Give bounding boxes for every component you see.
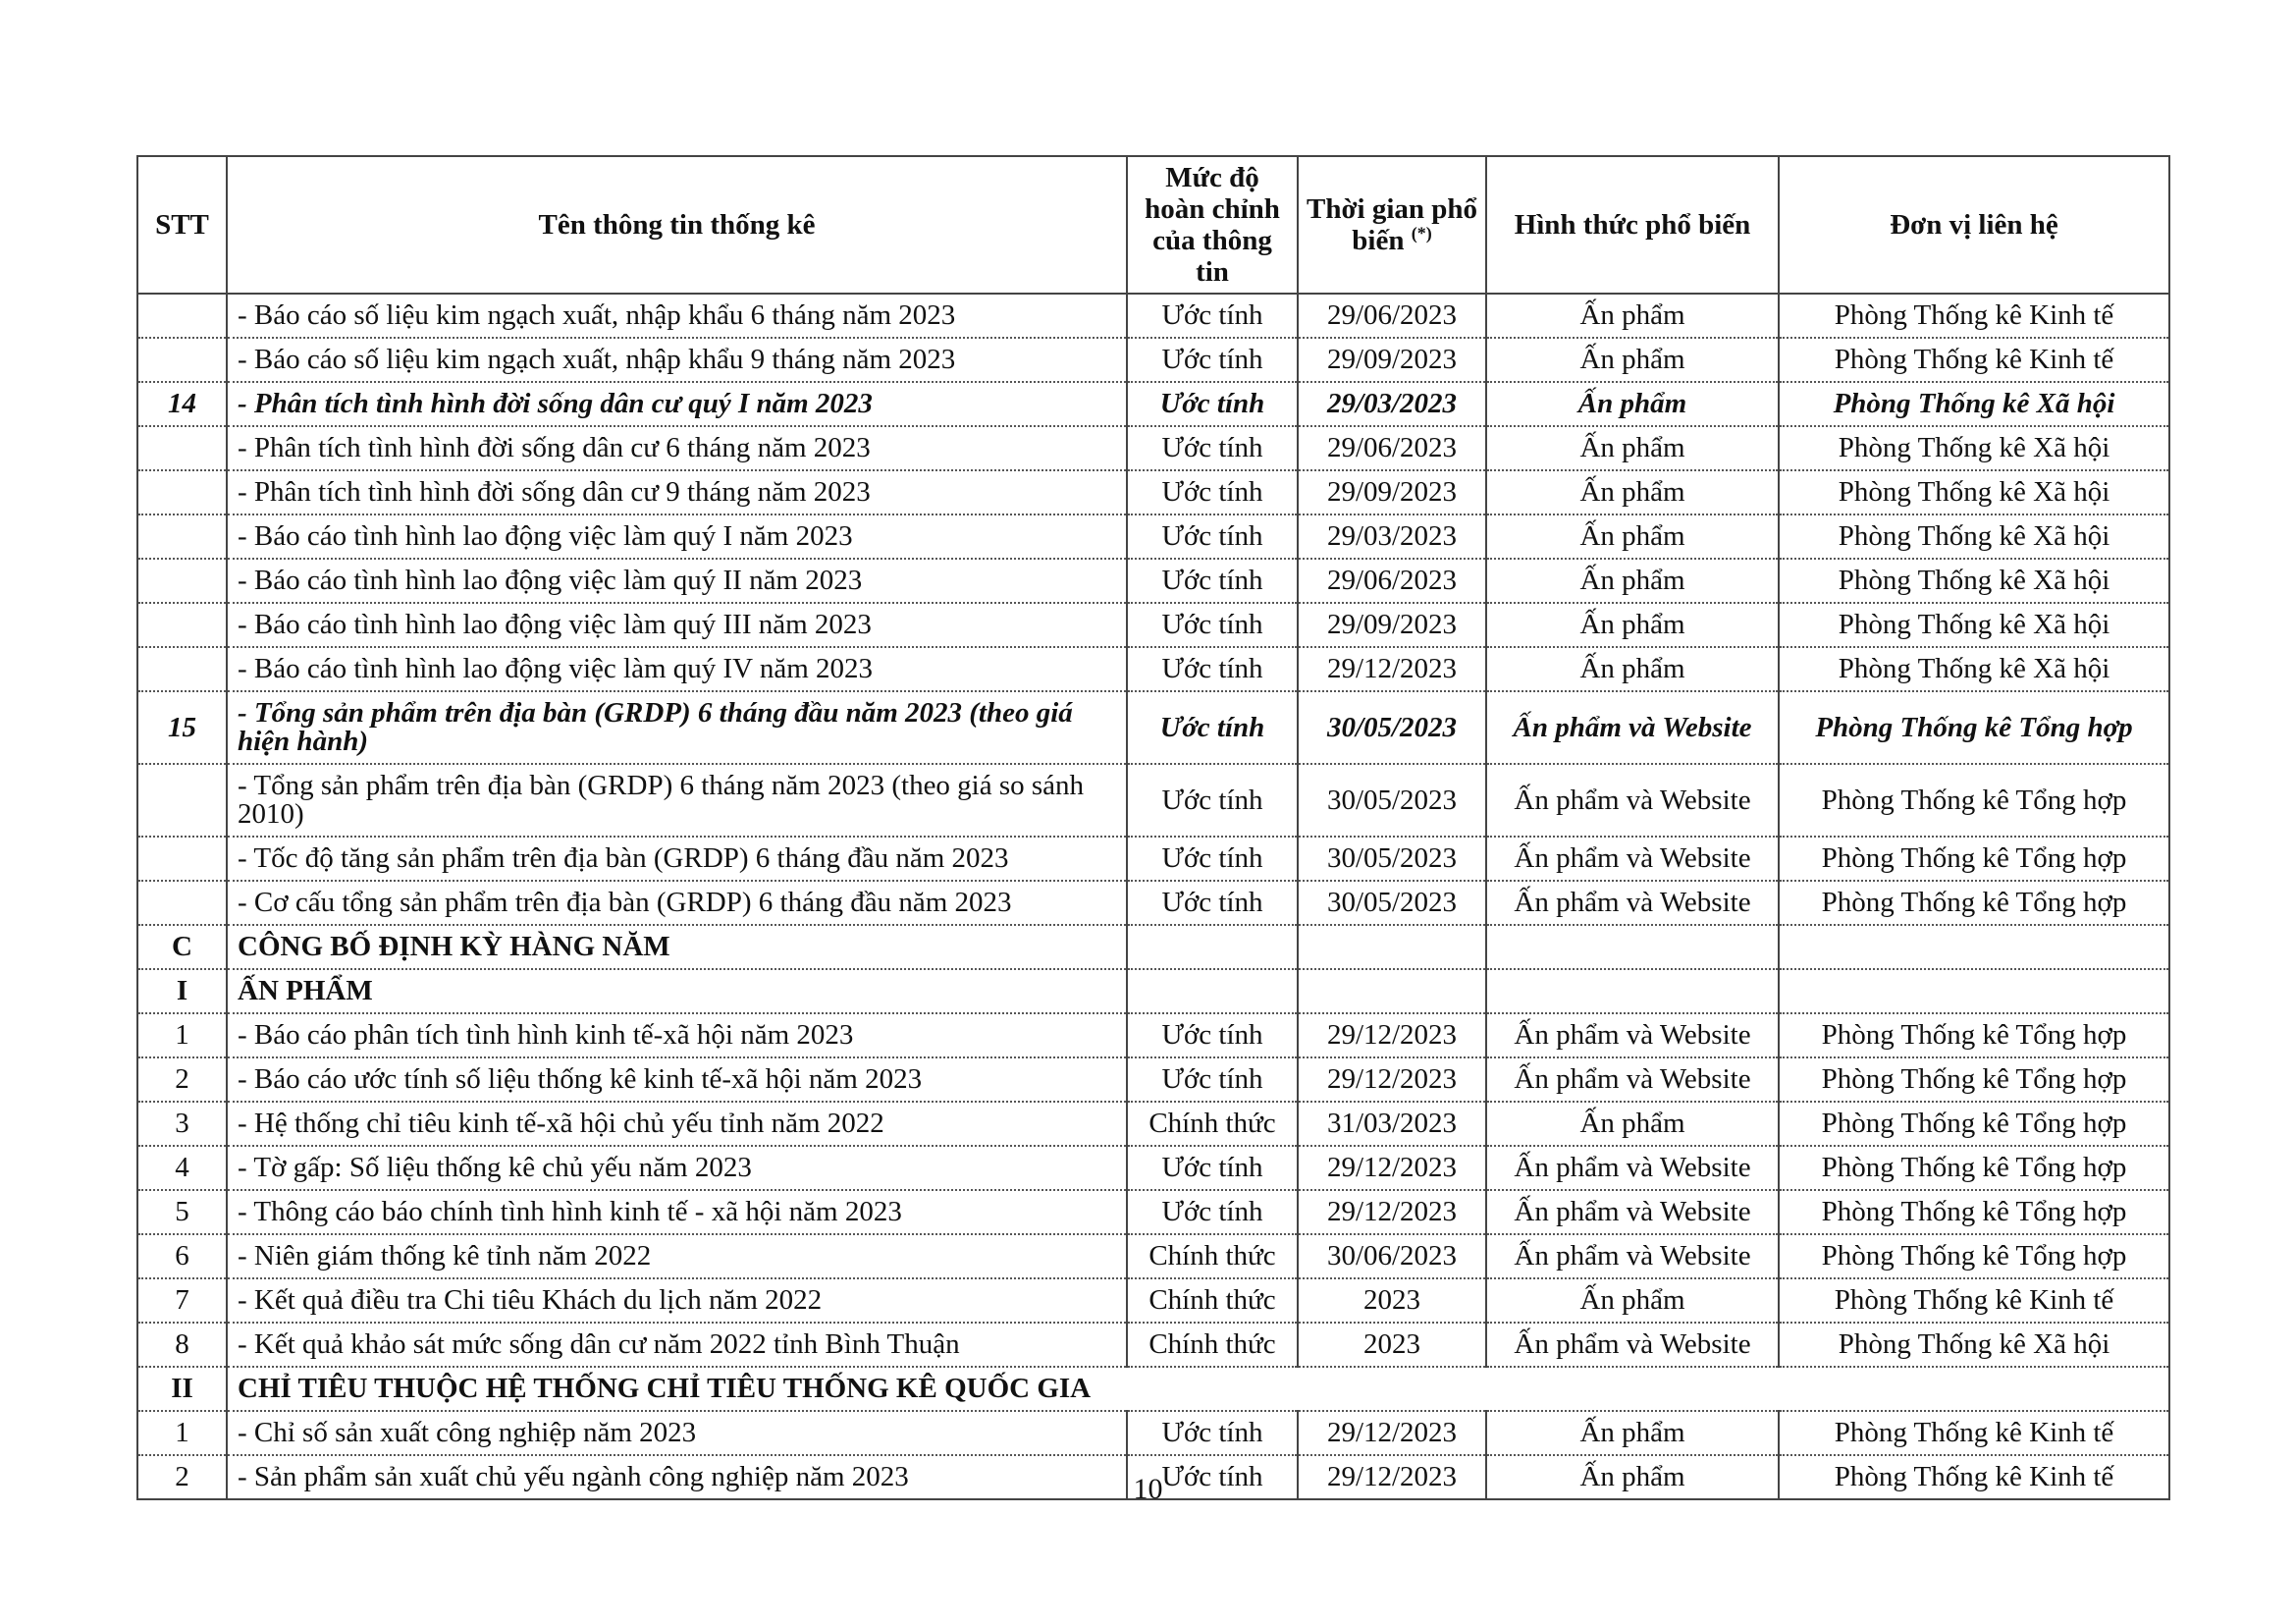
cell-name: - Kết quả điều tra Chi tiêu Khách du lịch năm 2022 <box>227 1278 1127 1323</box>
cell-level: Ước tính <box>1127 691 1298 764</box>
header-form: Hình thức phổ biến <box>1486 156 1779 294</box>
cell-time: 29/09/2023 <box>1298 338 1486 382</box>
table-row <box>137 426 2169 470</box>
cell-stt: 8 <box>137 1323 227 1367</box>
cell-unit: Phòng Thống kê Kinh tế <box>1779 338 2169 382</box>
cell-form: Ấn phẩm và Website <box>1486 881 1779 925</box>
cell-unit: Phòng Thống kê Xã hội <box>1779 603 2169 647</box>
cell-form: Ấn phẩm và Website <box>1486 1013 1779 1057</box>
cell-level <box>1127 925 1298 969</box>
statistics-table <box>136 155 2170 1500</box>
cell-unit: Phòng Thống kê Tổng hợp <box>1779 837 2169 881</box>
cell-name: - Báo cáo tình hình lao động việc làm quý II năm 2023 <box>227 559 1127 603</box>
cell-level: Ước tính <box>1127 338 1298 382</box>
cell-level: Ước tính <box>1127 764 1298 837</box>
cell-name: - Tổng sản phẩm trên địa bàn (GRDP) 6 tháng năm 2023 (theo giá so sánh 2010) <box>227 764 1127 837</box>
cell-stt: 1 <box>137 1411 227 1455</box>
cell-time: 29/12/2023 <box>1298 647 1486 691</box>
cell-time: 30/05/2023 <box>1298 691 1486 764</box>
cell-name: CÔNG BỐ ĐỊNH KỲ HÀNG NĂM <box>227 925 1127 969</box>
table-row <box>137 764 2169 837</box>
table-row <box>137 470 2169 514</box>
cell-unit: Phòng Thống kê Tổng hợp <box>1779 1234 2169 1278</box>
cell-name: - Báo cáo tình hình lao động việc làm quý IV năm 2023 <box>227 647 1127 691</box>
cell-level: Ước tính <box>1127 1455 1298 1499</box>
cell-level <box>1127 969 1298 1013</box>
cell-form: Ấn phẩm và Website <box>1486 1234 1779 1278</box>
cell-stt: I <box>137 969 227 1013</box>
cell-time: 29/06/2023 <box>1298 426 1486 470</box>
cell-unit: Phòng Thống kê Tổng hợp <box>1779 1057 2169 1102</box>
table-row <box>137 1367 2169 1411</box>
cell-stt <box>137 837 227 881</box>
cell-unit: Phòng Thống kê Tổng hợp <box>1779 1102 2169 1146</box>
cell-time: 29/06/2023 <box>1298 294 1486 338</box>
cell-form: Ấn phẩm <box>1486 338 1779 382</box>
cell-stt: II <box>137 1367 227 1411</box>
cell-form: Ấn phẩm <box>1486 559 1779 603</box>
cell-time: 29/09/2023 <box>1298 603 1486 647</box>
table-row <box>137 647 2169 691</box>
cell-form: Ấn phẩm và Website <box>1486 691 1779 764</box>
cell-form: Ấn phẩm <box>1486 647 1779 691</box>
cell-level: Ước tính <box>1127 1057 1298 1102</box>
cell-form: Ấn phẩm <box>1486 1102 1779 1146</box>
table-row <box>137 925 2169 969</box>
cell-name: - Phân tích tình hình đời sống dân cư quý I năm 2023 <box>227 382 1127 426</box>
cell-form: Ấn phẩm <box>1486 1411 1779 1455</box>
cell-form: Ấn phẩm <box>1486 603 1779 647</box>
cell-stt <box>137 881 227 925</box>
cell-level: Ước tính <box>1127 1411 1298 1455</box>
cell-unit: Phòng Thống kê Tổng hợp <box>1779 764 2169 837</box>
cell-unit: Phòng Thống kê Kinh tế <box>1779 294 2169 338</box>
cell-time: 31/03/2023 <box>1298 1102 1486 1146</box>
cell-stt: C <box>137 925 227 969</box>
cell-unit: Phòng Thống kê Tổng hợp <box>1779 1146 2169 1190</box>
cell-unit: Phòng Thống kê Xã hội <box>1779 514 2169 559</box>
cell-form <box>1486 925 1779 969</box>
cell-stt: 5 <box>137 1190 227 1234</box>
cell-name: - Thông cáo báo chính tình hình kinh tế - xã hội năm 2023 <box>227 1190 1127 1234</box>
cell-level: Ước tính <box>1127 559 1298 603</box>
cell-stt: 2 <box>137 1455 227 1499</box>
cell-unit: Phòng Thống kê Tổng hợp <box>1779 691 2169 764</box>
cell-name: - Tổng sản phẩm trên địa bàn (GRDP) 6 tháng đầu năm 2023 (theo giá hiện hành) <box>227 691 1127 764</box>
cell-unit <box>1779 969 2169 1013</box>
cell-time: 30/05/2023 <box>1298 881 1486 925</box>
cell-stt <box>137 603 227 647</box>
cell-stt <box>137 426 227 470</box>
cell-time: 29/03/2023 <box>1298 382 1486 426</box>
cell-form: Ấn phẩm <box>1486 1278 1779 1323</box>
cell-level: Ước tính <box>1127 1190 1298 1234</box>
cell-form: Ấn phẩm <box>1486 382 1779 426</box>
cell-name: CHỈ TIÊU THUỘC HỆ THỐNG CHỈ TIÊU THỐNG KÊ QUỐC GIA <box>227 1367 2169 1411</box>
table-row <box>137 1411 2169 1455</box>
header-time-note: (*) <box>1411 223 1432 244</box>
cell-time: 29/12/2023 <box>1298 1411 1486 1455</box>
cell-name: - Phân tích tình hình đời sống dân cư 6 tháng năm 2023 <box>227 426 1127 470</box>
cell-name: - Phân tích tình hình đời sống dân cư 9 tháng năm 2023 <box>227 470 1127 514</box>
cell-time <box>1298 969 1486 1013</box>
table-row <box>137 1013 2169 1057</box>
cell-stt: 2 <box>137 1057 227 1102</box>
cell-level: Ước tính <box>1127 1146 1298 1190</box>
table-body <box>137 294 2169 1499</box>
cell-name: - Sản phẩm sản xuất chủ yếu ngành công nghiệp năm 2023 <box>227 1455 1127 1499</box>
cell-form: Ấn phẩm và Website <box>1486 1057 1779 1102</box>
header-level: Mức độ hoàn chỉnh của thông tin <box>1127 156 1298 294</box>
page-number: 10 <box>1133 1473 1163 1505</box>
cell-unit: Phòng Thống kê Tổng hợp <box>1779 881 2169 925</box>
cell-time: 29/12/2023 <box>1298 1455 1486 1499</box>
cell-stt: 15 <box>137 691 227 764</box>
table-row <box>137 1278 2169 1323</box>
table-row <box>137 382 2169 426</box>
cell-form: Ấn phẩm <box>1486 1455 1779 1499</box>
cell-level: Ước tính <box>1127 514 1298 559</box>
cell-time: 29/12/2023 <box>1298 1146 1486 1190</box>
cell-unit: Phòng Thống kê Xã hội <box>1779 559 2169 603</box>
cell-unit: Phòng Thống kê Xã hội <box>1779 382 2169 426</box>
cell-form: Ấn phẩm <box>1486 514 1779 559</box>
cell-stt <box>137 559 227 603</box>
cell-name: - Hệ thống chỉ tiêu kinh tế-xã hội chủ yếu tỉnh năm 2022 <box>227 1102 1127 1146</box>
table-row <box>137 1146 2169 1190</box>
cell-stt <box>137 514 227 559</box>
table-row <box>137 294 2169 338</box>
cell-time: 2023 <box>1298 1278 1486 1323</box>
cell-level: Ước tính <box>1127 881 1298 925</box>
table-row <box>137 1190 2169 1234</box>
cell-name: ẤN PHẨM <box>227 969 1127 1013</box>
table-row <box>137 603 2169 647</box>
cell-time: 30/05/2023 <box>1298 764 1486 837</box>
cell-unit: Phòng Thống kê Kinh tế <box>1779 1278 2169 1323</box>
table-row <box>137 1102 2169 1146</box>
cell-form: Ấn phẩm <box>1486 426 1779 470</box>
cell-name: - Báo cáo tình hình lao động việc làm quý III năm 2023 <box>227 603 1127 647</box>
cell-name: - Báo cáo số liệu kim ngạch xuất, nhập khẩu 6 tháng năm 2023 <box>227 294 1127 338</box>
header-unit: Đơn vị liên hệ <box>1779 156 2169 294</box>
cell-time: 30/05/2023 <box>1298 837 1486 881</box>
cell-name: - Kết quả khảo sát mức sống dân cư năm 2022 tỉnh Bình Thuận <box>227 1323 1127 1367</box>
cell-name: - Báo cáo tình hình lao động việc làm quý I năm 2023 <box>227 514 1127 559</box>
cell-level: Ước tính <box>1127 603 1298 647</box>
cell-name: - Tờ gấp: Số liệu thống kê chủ yếu năm 2023 <box>227 1146 1127 1190</box>
cell-form <box>1486 969 1779 1013</box>
cell-form: Ấn phẩm và Website <box>1486 1146 1779 1190</box>
cell-name: - Báo cáo phân tích tình hình kinh tế-xã hội năm 2023 <box>227 1013 1127 1057</box>
cell-unit: Phòng Thống kê Xã hội <box>1779 426 2169 470</box>
cell-name: - Niên giám thống kê tỉnh năm 2022 <box>227 1234 1127 1278</box>
table-row <box>137 338 2169 382</box>
cell-unit: Phòng Thống kê Kinh tế <box>1779 1455 2169 1499</box>
table-row <box>137 837 2169 881</box>
cell-stt: 6 <box>137 1234 227 1278</box>
header-time <box>1298 156 1486 294</box>
cell-unit: Phòng Thống kê Tổng hợp <box>1779 1013 2169 1057</box>
cell-level: Chính thức <box>1127 1278 1298 1323</box>
cell-time: 29/12/2023 <box>1298 1057 1486 1102</box>
cell-unit: Phòng Thống kê Tổng hợp <box>1779 1190 2169 1234</box>
cell-time: 2023 <box>1298 1323 1486 1367</box>
cell-form: Ấn phẩm <box>1486 294 1779 338</box>
header-stt: STT <box>137 156 227 294</box>
cell-level: Ước tính <box>1127 470 1298 514</box>
cell-level: Chính thức <box>1127 1234 1298 1278</box>
cell-unit: Phòng Thống kê Xã hội <box>1779 470 2169 514</box>
cell-level: Chính thức <box>1127 1102 1298 1146</box>
cell-time: 29/12/2023 <box>1298 1190 1486 1234</box>
header-time-label: Thời gian phổ biến <box>1306 193 1478 256</box>
cell-time: 29/06/2023 <box>1298 559 1486 603</box>
table-row <box>137 969 2169 1013</box>
cell-time: 29/12/2023 <box>1298 1013 1486 1057</box>
cell-stt: 1 <box>137 1013 227 1057</box>
cell-stt <box>137 294 227 338</box>
table-row <box>137 881 2169 925</box>
cell-level: Chính thức <box>1127 1323 1298 1367</box>
cell-level: Ước tính <box>1127 426 1298 470</box>
cell-time: 29/09/2023 <box>1298 470 1486 514</box>
cell-stt <box>137 470 227 514</box>
cell-level: Ước tính <box>1127 1013 1298 1057</box>
cell-stt: 14 <box>137 382 227 426</box>
table-row <box>137 559 2169 603</box>
cell-name: - Báo cáo ước tính số liệu thống kê kinh tế-xã hội năm 2023 <box>227 1057 1127 1102</box>
cell-name: - Chỉ số sản xuất công nghiệp năm 2023 <box>227 1411 1127 1455</box>
cell-stt: 3 <box>137 1102 227 1146</box>
table-header-row <box>137 156 2169 294</box>
table-row <box>137 691 2169 764</box>
header-name: Tên thông tin thống kê <box>227 156 1127 294</box>
cell-level: Ước tính <box>1127 294 1298 338</box>
table-row <box>137 1323 2169 1367</box>
cell-stt: 4 <box>137 1146 227 1190</box>
table-row <box>137 1234 2169 1278</box>
cell-form: Ấn phẩm <box>1486 470 1779 514</box>
cell-name: - Báo cáo số liệu kim ngạch xuất, nhập khẩu 9 tháng năm 2023 <box>227 338 1127 382</box>
table-row <box>137 1057 2169 1102</box>
cell-level: Ước tính <box>1127 647 1298 691</box>
cell-level: Ước tính <box>1127 382 1298 426</box>
cell-unit: Phòng Thống kê Kinh tế <box>1779 1411 2169 1455</box>
table-row <box>137 514 2169 559</box>
cell-stt <box>137 764 227 837</box>
cell-time: 30/06/2023 <box>1298 1234 1486 1278</box>
cell-stt <box>137 647 227 691</box>
cell-time: 29/03/2023 <box>1298 514 1486 559</box>
cell-unit: Phòng Thống kê Xã hội <box>1779 647 2169 691</box>
cell-form: Ấn phẩm và Website <box>1486 1190 1779 1234</box>
cell-unit: Phòng Thống kê Xã hội <box>1779 1323 2169 1367</box>
cell-name: - Tốc độ tăng sản phẩm trên địa bàn (GRDP) 6 tháng đầu năm 2023 <box>227 837 1127 881</box>
cell-name: - Cơ cấu tổng sản phẩm trên địa bàn (GRDP) 6 tháng đầu năm 2023 <box>227 881 1127 925</box>
cell-form: Ấn phẩm và Website <box>1486 837 1779 881</box>
cell-form: Ấn phẩm và Website <box>1486 1323 1779 1367</box>
cell-time <box>1298 925 1486 969</box>
cell-stt: 7 <box>137 1278 227 1323</box>
cell-form: Ấn phẩm và Website <box>1486 764 1779 837</box>
cell-unit <box>1779 925 2169 969</box>
cell-level: Ước tính <box>1127 837 1298 881</box>
cell-stt <box>137 338 227 382</box>
